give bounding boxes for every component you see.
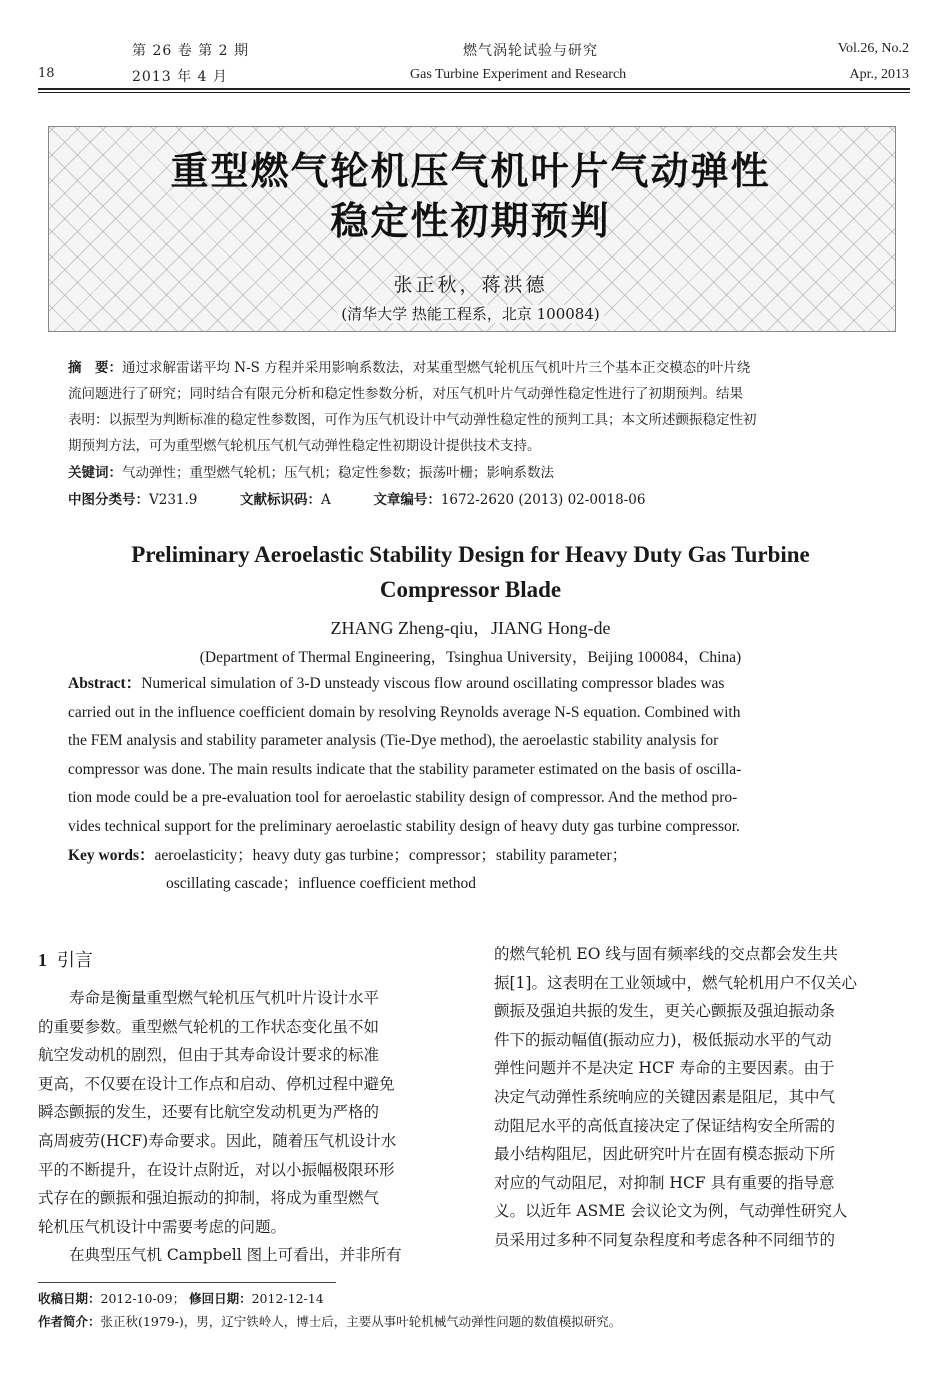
body-line: 员采用过多种不同复杂程度和考虑各种不同细节的 — [494, 1230, 836, 1249]
body-line: 寿命是衡量重型燃气轮机压气机叶片设计水平 — [38, 989, 380, 1007]
received-footnote — [38, 1289, 324, 1307]
body-line: 式存在的颤振和强迫振动的抑制，将成为重型燃气 — [38, 1189, 380, 1208]
abstract-cn-line: 流问题进行了研究；同时结合有限元分析和稳定性参数分析，对压气机叶片气动弹性稳定性进行了初期预判。结果 — [68, 386, 743, 402]
date-cn: 2013 年 4 月 — [132, 69, 228, 85]
body-line: 瞬态颤振的发生，还要有比航空发动机更为严格的 — [38, 1103, 380, 1122]
affiliation-cn — [0, 303, 941, 324]
keywords-cn-text: 气动弹性；重型燃气轮机；压气机；稳定性参数；振荡叶栅；影响系数法 — [122, 465, 554, 481]
abstract-cn-line: 期预判方法，可为重型燃气轮机压气机气动弹性稳定性初期设计提供技术支持。 — [68, 438, 541, 454]
abstract-en-line: carried out in the influence coefficient domain by resolving Reynolds average N-S equation. Combined with — [68, 703, 741, 721]
section-number: 1 — [38, 950, 47, 970]
abstract-cn-line: 表明：以振型为判断标准的稳定性参数图，可作为压气机设计中气动弹性稳定性的预判工具；本文所述颤振稳定性初 — [68, 412, 757, 428]
journal-name-cn: 燃气涡轮试验与研究 — [463, 43, 598, 59]
body-line: 动阻尼水平的高低直接决定了保证结构安全所需的 — [494, 1116, 836, 1135]
title-en-line2: Compressor Blade — [379, 577, 562, 602]
received-label: 收稿日期： — [38, 1291, 101, 1306]
body-line: 振[1]。这表明在工业领域中，燃气轮机用户不仅关心 — [494, 973, 857, 992]
keywords-cn-label: 关键词： — [68, 465, 122, 481]
left-column — [38, 984, 454, 1270]
body-line: 的燃气轮机 EO 线与固有频率线的交点都会发生共 — [494, 945, 838, 963]
abstract-en-line: vides technical support for the preliminary aeroelastic stability design of heavy duty gas turbine compressor. — [68, 817, 740, 835]
header-rule-thin — [38, 92, 910, 93]
section-heading — [38, 946, 93, 972]
body-line: 在典型压气机 Campbell 图上可看出，并非所有 — [38, 1246, 402, 1265]
body-line: 更高，不仅要在设计工作点和启动、停机过程中避免 — [38, 1074, 395, 1093]
keywords-cn — [68, 461, 554, 481]
journal-name-en: Gas Turbine Experiment and Research — [410, 67, 627, 82]
abstract-en-line: the FEM analysis and stability parameter analysis (Tie-Dye method), the aeroelastic stability analysis for — [68, 732, 719, 750]
received-date: 2012-10-09； — [100, 1291, 186, 1306]
doc-code-value: A — [321, 492, 331, 508]
body-line: 的重要参数。重型燃气轮机的工作状态变化虽不如 — [38, 1017, 380, 1036]
classification-line — [68, 488, 645, 508]
article-number-label: 文章编号： — [373, 492, 441, 508]
clc-label: 中图分类号： — [68, 492, 149, 508]
footnote-rule — [38, 1282, 336, 1283]
keywords-en-line2: oscillating cascade；influence coefficient method — [166, 875, 477, 892]
author-bio-text: 张正秋(1979-)，男，辽宁铁岭人，博士后，主要从事叶轮机械气动弹性问题的数值模拟研究。 — [100, 1314, 622, 1329]
volume-en: Vol.26, No.2 — [837, 41, 909, 56]
body-line: 航空发动机的剧烈，但由于其寿命设计要求的标准 — [38, 1046, 380, 1065]
abstract-en-label: Abstract： — [68, 675, 142, 692]
revised-date: 2012-12-14 — [251, 1291, 324, 1306]
keywords-en-label: Key words： — [68, 847, 155, 864]
author-bio-footnote — [38, 1312, 621, 1330]
section-title: 引言 — [57, 950, 93, 971]
body-line: 对应的气动阻尼，对抑制 HCF 具有重要的指导意 — [494, 1173, 835, 1192]
body-line: 颤振及强迫共振的发生，更关心颤振及强迫振动条 — [494, 1002, 836, 1021]
abstract-cn-line: 通过求解雷诺平均 N-S 方程并采用影响系数法，对某重型燃气轮机压气机叶片三个基本正交模态的叶片绕 — [122, 360, 751, 376]
page-number: 18 — [38, 66, 55, 81]
body-line: 最小结构阻尼，因此研究叶片在固有模态振动下所 — [494, 1145, 836, 1164]
keywords-en-line1: aeroelasticity；heavy duty gas turbine；compressor；stability parameter； — [154, 847, 628, 864]
affiliation-en: (Department of Thermal Engineering，Tsinghua University，Beijing 100084，China) — [199, 649, 742, 666]
title-en-line1: Preliminary Aeroelastic Stability Design for Heavy Duty Gas Turbine — [131, 542, 810, 567]
affiliation-cn-text: (清华大学 热能工程系，北京 100084) — [337, 305, 604, 323]
author-bio-label: 作者简介： — [38, 1314, 101, 1329]
header-rule-thick — [38, 88, 910, 90]
body-line: 件下的振动幅值(振动应力)，极低振动水平的气动 — [494, 1030, 832, 1049]
keywords-en — [68, 843, 627, 865]
doc-code-label: 文献标识码： — [240, 492, 321, 508]
body-line: 决定气动弹性系统响应的关键因素是阻尼，其中气 — [494, 1087, 836, 1106]
revised-label: 修回日期： — [189, 1291, 252, 1306]
abstract-en-line: Numerical simulation of 3-D unsteady viscous flow around oscillating compressor blades was — [141, 675, 725, 692]
abstract-en — [68, 670, 878, 842]
title-cn-line2: 稳定性初期预判 — [330, 199, 611, 243]
body-line: 义。以近年 ASME 会议论文为例，气动弹性研究人 — [494, 1202, 848, 1221]
authors-cn: 张正秋，蒋洪德 — [393, 274, 548, 296]
abstract-en-line: tion mode could be a pre-evaluation tool for aeroelastic stability design of compressor. And the method pro- — [68, 789, 738, 807]
abstract-cn — [68, 355, 880, 459]
article-number-value: 1672-2620 (2013) 02-0018-06 — [440, 492, 646, 508]
authors-en: ZHANG Zheng-qiu，JIANG Hong-de — [330, 618, 611, 638]
volume-cn: 第 26 卷 第 2 期 — [132, 43, 249, 59]
right-column — [494, 940, 910, 1255]
body-line: 轮机压气机设计中需要考虑的问题。 — [38, 1217, 287, 1236]
date-en: Apr., 2013 — [849, 67, 909, 82]
body-line: 高周疲劳(HCF)寿命要求。因此，随着压气机设计水 — [38, 1131, 397, 1150]
abstract-en-line: compressor was done. The main results indicate that the stability parameter estimated on the basis of oscilla- — [68, 760, 742, 778]
title-cn-line1: 重型燃气轮机压气机叶片气动弹性 — [170, 149, 771, 193]
body-line: 平的不断提升，在设计点附近，对以小振幅极限环形 — [38, 1160, 395, 1179]
body-line: 弹性问题并不是决定 HCF 寿命的主要因素。由于 — [494, 1059, 835, 1078]
abstract-cn-label: 摘 要： — [68, 360, 122, 376]
clc-value: V231.9 — [149, 492, 198, 508]
